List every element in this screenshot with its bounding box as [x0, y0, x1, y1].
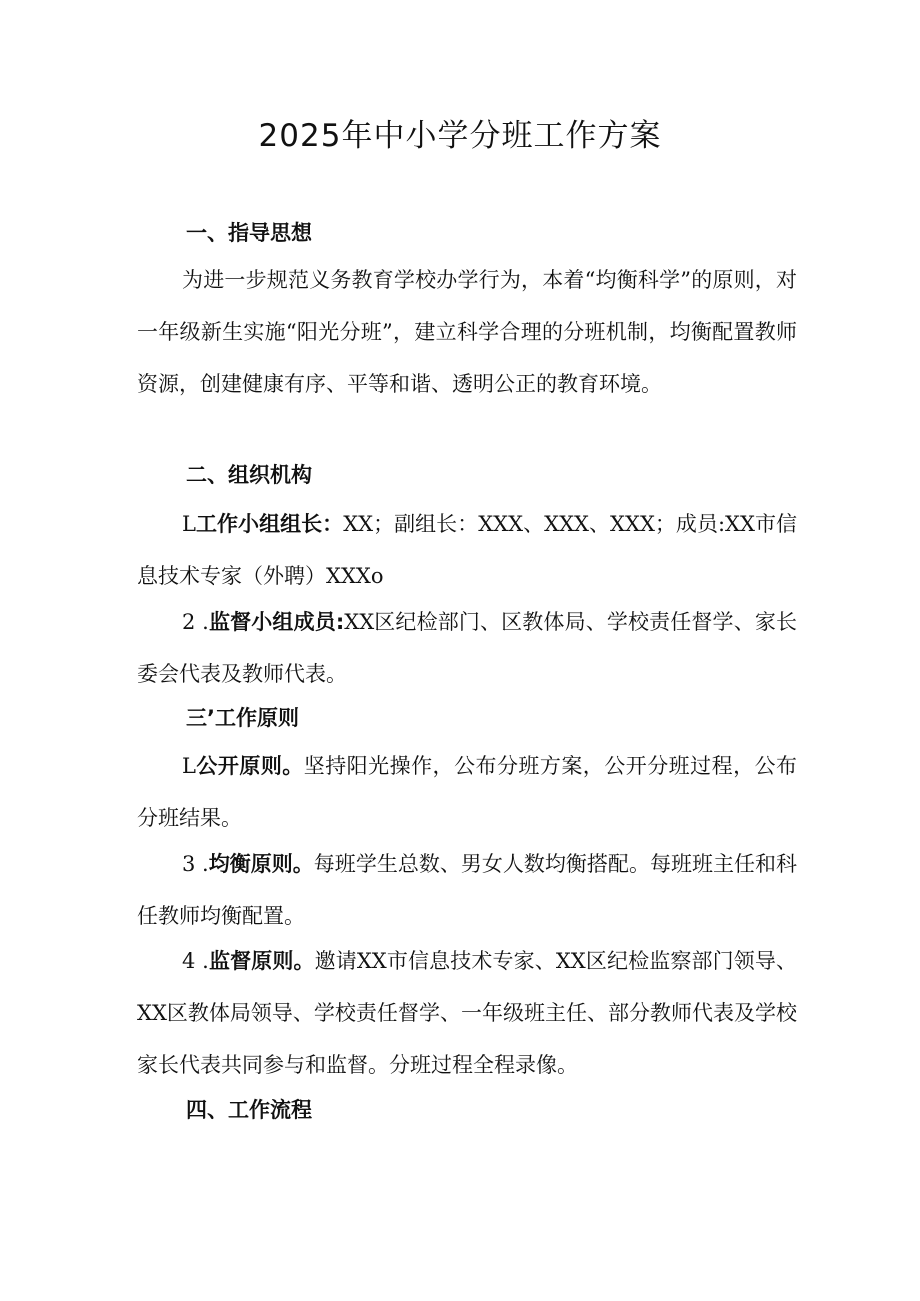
paragraph-guiding-ideology: 为进一步规范义务教育学校办学行为，本着“均衡科学”的原则，对一年级新生实施“阳光分班”，建立科学合理的分班机制，均衡配置教师资源，创建健康有序、平等和谐、透明公正的教育环境。 [137, 268, 797, 396]
item-lead-supervision-group: 监督小组成员: [208, 610, 345, 634]
item-text-supervision: 邀请XX市信息技术专家、XX区纪检监察部门领导、XX区教体局领导、学校责任督学、一年级班主任、部分教师代表及学校家长代表共同参与和监督。分班过程全程录像。 [137, 949, 797, 1077]
item-number: 4 . [182, 949, 209, 973]
item-number: L [182, 754, 196, 778]
item-lead-supervision: 监督原则。 [208, 949, 315, 973]
item-text-supervision-group: XX区纪检部门、区教体局、学校责任督学、家长委会代表及教师代表。 [137, 610, 797, 686]
item-text-openness: 坚持阳光操作，公布分班方案，公开分班过程，公布分班结果。 [137, 754, 797, 830]
item-lead-balance: 均衡原则。 [208, 852, 314, 876]
item-number: 3 . [182, 852, 209, 876]
paragraph-principle-supervision [137, 935, 797, 1091]
paragraph-principle-balance [137, 838, 797, 942]
item-text-balance: 每班学生总数、男女人数均衡搭配。每班班主任和科任教师均衡配置。 [137, 852, 798, 928]
paragraph-principle-openness [137, 740, 797, 844]
item-text-working-group: XX；副组长：XXX、XXX、XXX；成员:XX市信息技术专家（外聘）XXXo [137, 512, 798, 588]
item-number: 2 . [182, 610, 209, 634]
paragraph-working-group [137, 498, 797, 602]
item-lead-openness: 公开原则。 [195, 754, 304, 778]
paragraph-supervision-group [137, 596, 797, 700]
section-heading-workflow: 四、工作流程 [186, 1098, 312, 1122]
item-number: L [182, 512, 196, 536]
document-title: 2025年中小学分班工作方案 [258, 118, 662, 154]
section-heading-organization: 二、组织机构 [186, 463, 312, 487]
section-heading-guiding-ideology: 一、指导思想 [186, 221, 312, 245]
item-lead-working-group: 工作小组组长： [195, 512, 344, 536]
section-heading-principles: 三’工作原则 [186, 706, 299, 730]
